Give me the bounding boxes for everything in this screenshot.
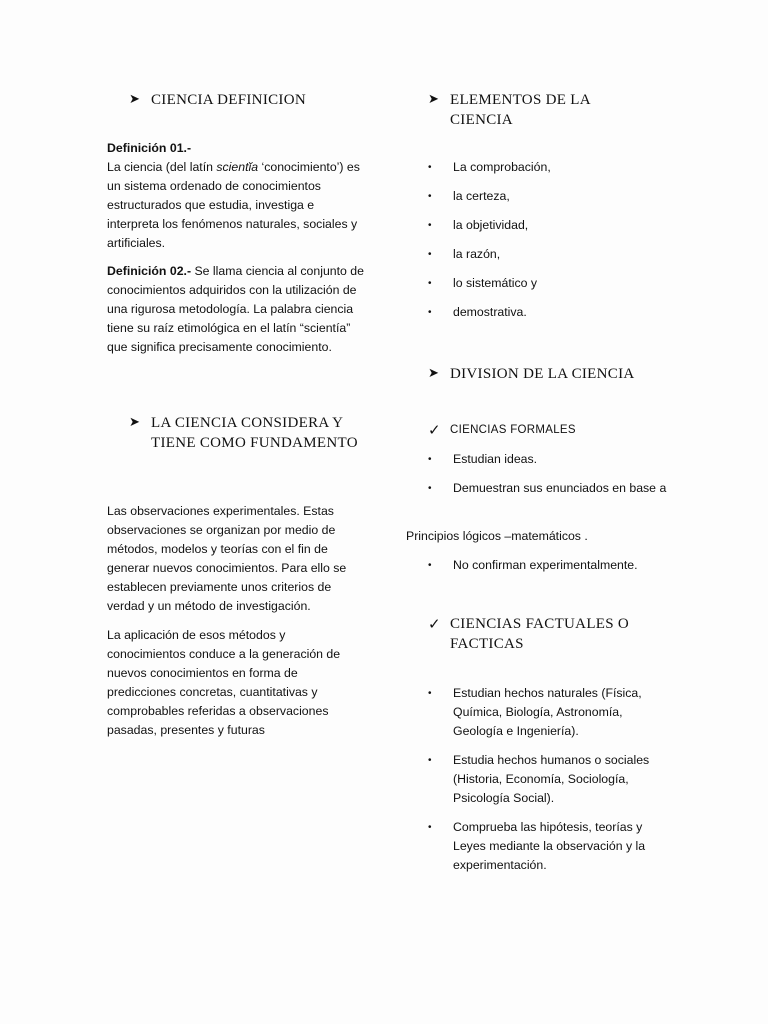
checkmark-icon: ✓: [428, 615, 441, 633]
heading-text: CIENCIAS FORMALES: [450, 424, 576, 436]
heading-ciencia-definicion: [129, 90, 369, 110]
principios-text: Principios lógicos –matemáticos .: [406, 529, 588, 543]
list-item-text: la certeza,: [453, 189, 510, 203]
list-item-text: Estudian hechos naturales (Física, Química, Biología, Astronomía, Geología e Ingeniería).: [453, 686, 642, 738]
arrowhead-icon: ➤: [129, 92, 141, 107]
list-item: [428, 245, 668, 264]
definition-01: [107, 139, 365, 253]
arrowhead-icon: ➤: [428, 92, 440, 107]
definition-01-text-a: La ciencia (del latín: [107, 160, 217, 174]
factuales-list: [428, 684, 662, 875]
list-item: [428, 556, 668, 575]
list-item: [428, 187, 668, 206]
bullet-dot-icon: •: [428, 191, 432, 202]
list-item-text: La comprobación,: [453, 160, 551, 174]
list-item-text: Demuestran sus enunciados en base a: [453, 481, 667, 495]
heading-text: DIVISION DE LA CIENCIA: [450, 366, 635, 382]
bullet-dot-icon: •: [428, 483, 432, 494]
bullet-dot-icon: •: [428, 278, 432, 289]
list-item: [428, 818, 662, 875]
bullet-dot-icon: •: [428, 162, 432, 173]
arrowhead-icon: ➤: [129, 415, 141, 430]
definition-02-text: Se llama ciencia al conjunto de conocimientos adquiridos con la utilización de una rigurosa metodología. La palabra ciencia tiene su raíz etimológica en el latín “scientía” que significa precisamente conocimiento.: [107, 264, 364, 354]
checkmark-icon: ✓: [428, 421, 441, 439]
definition-02-label: Definición 02.-: [107, 264, 192, 278]
heading-ciencias-formales: [428, 420, 668, 440]
bullet-dot-icon: •: [428, 249, 432, 260]
bullet-dot-icon: •: [428, 220, 432, 231]
bullet-dot-icon: •: [428, 755, 432, 766]
list-item-text: la razón,: [453, 247, 501, 261]
heading-text: CIENCIAS FACTUALES O FACTICAS: [450, 616, 630, 652]
list-item-text: Estudian ideas.: [453, 452, 538, 466]
list-item: [428, 274, 668, 293]
list-item-text: lo sistemático y: [453, 276, 538, 290]
heading-text: LA CIENCIA CONSIDERA Y TIENE COMO FUNDAMENTO: [151, 415, 358, 451]
list-item: [428, 158, 668, 177]
bullet-dot-icon: •: [428, 822, 432, 833]
heading-text: ELEMENTOS DE LA CIENCIA: [450, 92, 591, 128]
list-item: [428, 303, 668, 322]
list-item: [428, 751, 662, 808]
heading-ciencias-factuales: [428, 614, 668, 654]
bullet-dot-icon: •: [428, 454, 432, 465]
bullet-dot-icon: •: [428, 688, 432, 699]
list-item-text: Comprueba las hipótesis, teorías y Leyes mediante la observación y la experimentación.: [453, 820, 646, 872]
list-item-text: demostrativa.: [453, 305, 527, 319]
definition-01-italic: scientĭa: [216, 160, 259, 174]
definition-02: [107, 262, 365, 357]
list-item: [428, 684, 662, 741]
list-item: [428, 450, 668, 469]
definition-01-text-b: ‘conocimiento’) es un sistema ordenado de conocimientos estructurados que estudia, investiga e interpreta los fenómenos naturales, sociales y artificiales.: [107, 160, 360, 250]
paragraph-aplicacion: La aplicación de esos métodos y conocimientos conduce a la generación de nuevos conocimientos en forma de predicciones concretas, cuantitativas y comprobables referidas a observaciones pasadas, presentes y futuras: [107, 628, 341, 737]
formales-list: [428, 450, 668, 498]
bullet-dot-icon: •: [428, 560, 432, 571]
paragraph-observaciones: Las observaciones experimentales. Estas observaciones se organizan por medio de métodos, modelos y teorías con el fin de generar nuevos conocimientos. Para ello se establecen previamente unos criterios de verdad y un método de investigación.: [107, 504, 347, 613]
arrowhead-icon: ➤: [428, 366, 440, 381]
list-item: [428, 216, 668, 235]
heading-considera: [129, 413, 369, 453]
list-item-text: la objetividad,: [453, 218, 529, 232]
heading-text: CIENCIA DEFINICION: [151, 92, 306, 108]
heading-division: [428, 364, 668, 384]
heading-elementos: [428, 90, 648, 130]
formales-list-2: [428, 556, 668, 575]
elementos-list: [428, 158, 668, 322]
list-item: [428, 479, 673, 498]
bullet-dot-icon: •: [428, 307, 432, 318]
definition-01-label: Definición 01.-: [107, 141, 192, 155]
list-item-text: No confirman experimentalmente.: [453, 558, 638, 572]
list-item-text: Estudia hechos humanos o sociales (Historia, Economía, Sociología, Psicología Social).: [453, 753, 650, 805]
